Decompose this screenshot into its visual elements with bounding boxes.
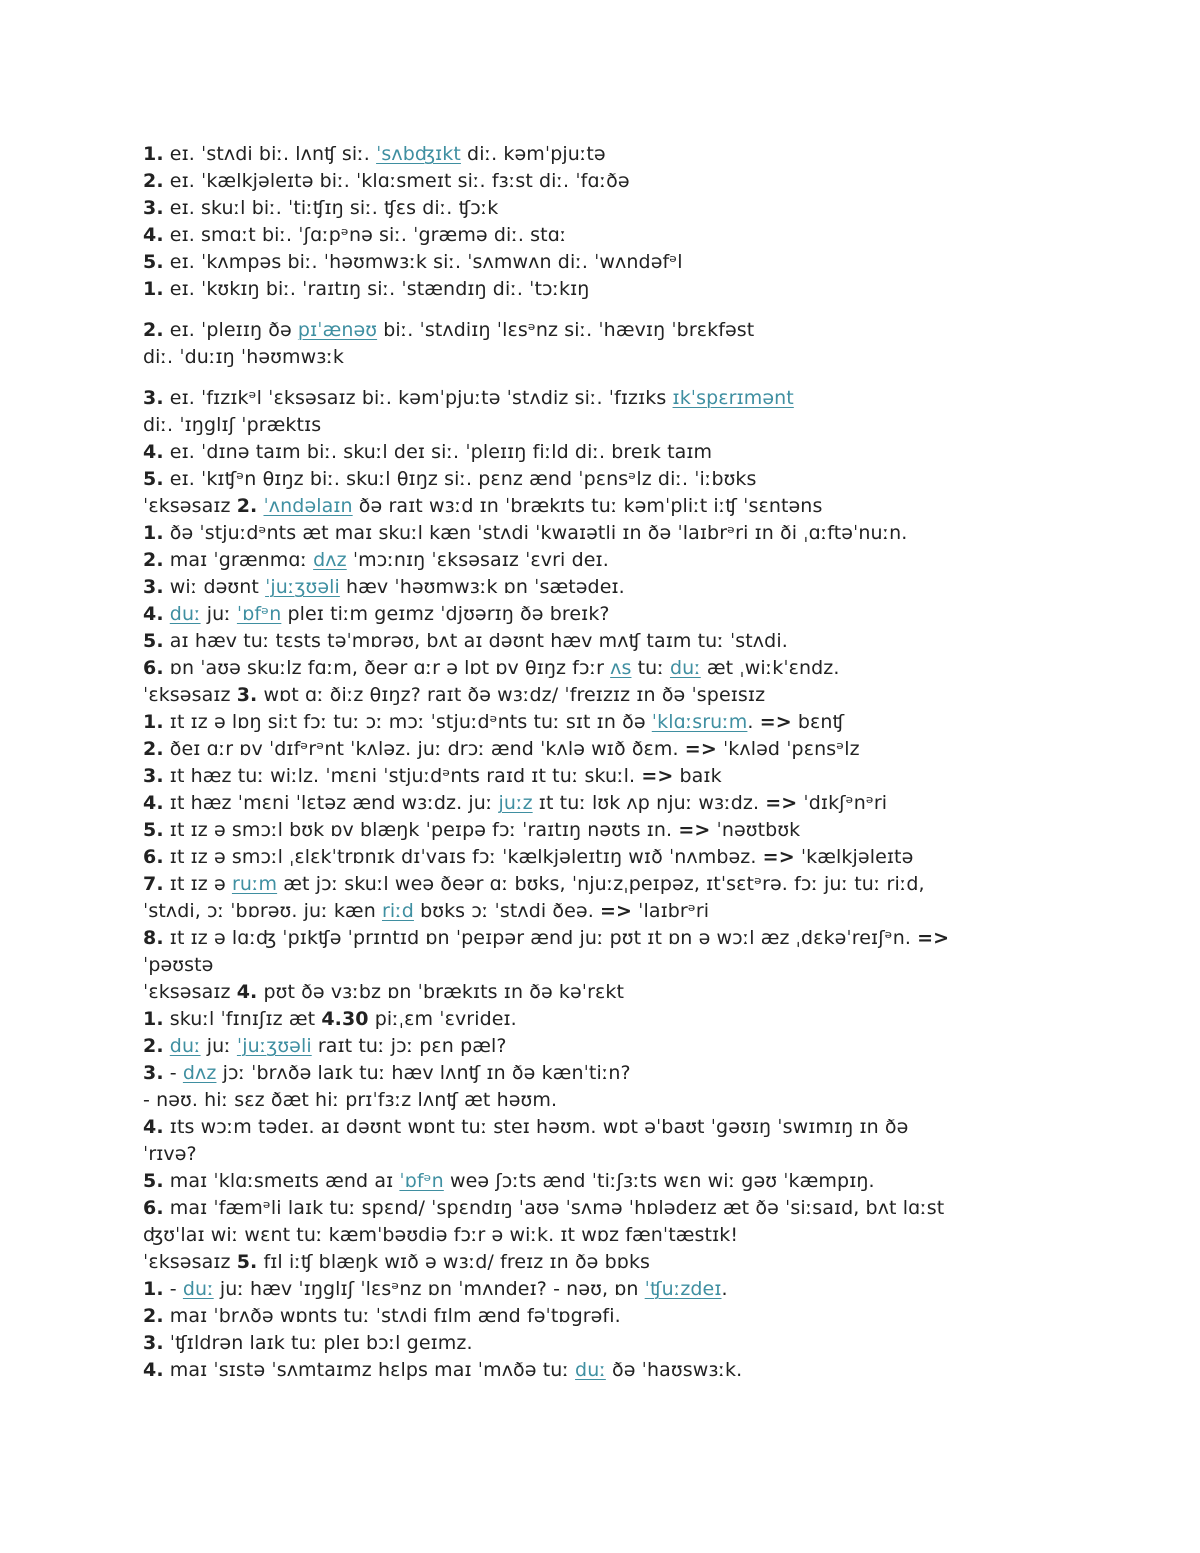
paragraph-spacer <box>143 303 1143 317</box>
text-line <box>143 682 1143 709</box>
underlined-link[interactable]: juːz <box>498 792 533 814</box>
text-line <box>143 1357 1143 1384</box>
text-line <box>143 709 1143 736</box>
text-segment: aɪ hæv tuː tɛsts təˈmɒrəʊ, bʌt aɪ dəʊnt hæv mʌʧ taɪm tuː ˈstʌdi. <box>163 630 788 652</box>
text-segment: ɪt hæz tuː wiːlz. ˈmɛni ˈstjuːdᵊnts raɪd ɪt tuː skuːl. <box>163 765 642 787</box>
bold-marker: 1. <box>143 143 164 165</box>
bold-marker: 1. <box>143 1278 164 1300</box>
bold-marker: => <box>599 900 633 922</box>
text-segment: eɪ. ˈfɪzɪkᵊl ˈɛksəsaɪz biː. kəmˈpjuːtə ˈstʌdiz siː. ˈfɪzɪks <box>163 387 673 409</box>
text-segment: biː. ˈstʌdiɪŋ ˈlɛsᵊnz siː. ˈhævɪŋ ˈbrɛkfəst <box>377 319 755 341</box>
text-line <box>143 979 1143 1006</box>
text-line <box>143 1114 1143 1141</box>
text-line <box>143 466 1143 493</box>
bold-marker: 4. <box>143 224 164 246</box>
text-line <box>143 1141 1143 1168</box>
text-segment: maɪ ˈgrænmɑː <box>163 549 314 571</box>
text-segment: bɛnʧ <box>791 711 845 733</box>
text-segment: baɪk <box>673 765 722 787</box>
bold-marker: 5. <box>143 468 164 490</box>
text-segment: ˈkælkjəleɪtə <box>794 846 914 868</box>
bold-marker: 6. <box>143 846 164 868</box>
bold-marker: => <box>759 711 792 733</box>
bold-marker: 4. <box>143 603 164 625</box>
bold-marker: 1. <box>143 522 164 544</box>
text-segment: ˈlaɪbrᵊri <box>632 900 710 922</box>
underlined-link[interactable]: pɪˈænəʊ <box>297 319 378 341</box>
text-segment: - <box>163 1278 183 1300</box>
text-segment: ˈʧɪldrən laɪk tuː pleɪ bɔːl geɪmz. <box>163 1332 473 1354</box>
text-segment: eɪ. smɑːt biː. ˈʃɑːpᵊnə siː. ˈgræmə diː. stɑː <box>163 224 567 246</box>
text-line <box>143 925 1143 952</box>
text-segment: maɪ ˈklɑːsmeɪts ænd aɪ <box>163 1170 400 1192</box>
text-segment: hæv ˈhəʊmwɜːk ɒn ˈsætədeɪ. <box>339 576 625 598</box>
text-line <box>143 1087 1143 1114</box>
text-segment: weə ʃɔːts ænd ˈtiːʃɜːts wɛn wiː gəʊ ˈkæmpɪŋ. <box>443 1170 875 1192</box>
text-line <box>143 763 1143 790</box>
underlined-link[interactable]: ˈklɑːsruːm <box>651 711 748 733</box>
text-segment: . <box>721 1278 728 1300</box>
text-segment: juː hæv ˈɪŋglɪʃ ˈlɛsᵊnz ɒn ˈmʌndeɪ? - nəʊ, ɒn <box>213 1278 645 1300</box>
bold-marker: 2. <box>143 1305 164 1327</box>
text-line <box>143 628 1143 655</box>
text-segment: piːˌɛm ˈɛvrideɪ. <box>368 1008 517 1030</box>
bold-marker: 8. <box>143 927 164 949</box>
text-line <box>143 141 1143 168</box>
bold-marker: 5. <box>143 630 164 652</box>
bold-marker: 2. <box>143 319 164 341</box>
text-segment: eɪ. ˈkɪʧᵊn θɪŋz biː. skuːl θɪŋz siː. pɛnz ænd ˈpɛnsᵊlz diː. ˈiːbʊks <box>163 468 757 490</box>
text-line <box>143 385 1143 412</box>
bold-marker: 2. <box>143 738 164 760</box>
text-line <box>143 1033 1143 1060</box>
bold-marker: 3. <box>143 1062 164 1084</box>
bold-marker: 4. <box>236 981 258 1003</box>
text-segment: ˈɛksəsaɪz <box>143 495 237 517</box>
bold-marker: 1. <box>143 278 164 300</box>
bold-marker: 3. <box>143 387 164 409</box>
underlined-link[interactable]: duː <box>169 603 201 625</box>
bold-marker: 5. <box>236 1251 258 1273</box>
text-line <box>143 574 1143 601</box>
bold-marker: 3. <box>143 197 164 219</box>
document-body <box>143 141 1143 1384</box>
text-segment: ðə ˈstjuːdᵊnts æt maɪ skuːl kæn ˈstʌdi ˈkwaɪətli ɪn ðə ˈlaɪbrᵊri ɪn ði ˌɑːftəˈnuːn. <box>163 522 908 544</box>
text-segment: jɔː ˈbrʌðə laɪk tuː hæv lʌnʧ ɪn ðə kænˈtiːn? <box>216 1062 631 1084</box>
text-segment: ˈkʌləd ˈpɛnsᵊlz <box>716 738 860 760</box>
underlined-link[interactable]: ˈjuːʒʊəli <box>236 1035 312 1057</box>
bold-marker: => <box>765 792 798 814</box>
underlined-link[interactable]: ˈʌndəlaɪn <box>263 495 353 517</box>
bold-marker: => <box>684 738 717 760</box>
text-line <box>143 790 1143 817</box>
bold-marker: 3. <box>143 576 164 598</box>
bold-marker: 5. <box>143 251 164 273</box>
text-line <box>143 249 1143 276</box>
text-line <box>143 1195 1143 1222</box>
text-segment: ðeɪ ɑːr ɒv ˈdɪfᵊrᵊnt ˈkʌləz. juː drɔː ænd ˈkʌlə wɪð ðɛm. <box>163 738 685 760</box>
text-segment: æt jɔː skuːl weə ðeər ɑː bʊks, ˈnjuːzˌpeɪpəz, ɪtˈsɛtᵊrə. fɔː juː tuː riːd, <box>277 873 925 895</box>
bold-marker: 2. <box>143 170 164 192</box>
bold-marker: 3. <box>143 765 164 787</box>
bold-marker: => <box>641 765 674 787</box>
bold-marker: 3. <box>236 684 258 706</box>
bold-marker: 4. <box>143 792 164 814</box>
text-line <box>143 547 1143 574</box>
text-segment: pʊt ðə vɜːbz ɒn ˈbrækɪts ɪn ðə kəˈrɛkt <box>257 981 625 1003</box>
underlined-link[interactable]: ˈʧuːzdeɪ <box>644 1278 722 1300</box>
text-line <box>143 1060 1143 1087</box>
text-segment: . <box>747 711 760 733</box>
text-segment: wɒt ɑː ðiːz θɪŋz? raɪt ðə wɜːdz/ ˈfreɪzɪz ɪn ðə ˈspeɪsɪz <box>257 684 766 706</box>
underlined-link[interactable]: ruːm <box>231 873 278 895</box>
text-line <box>143 1330 1143 1357</box>
bold-marker: 6. <box>143 1197 164 1219</box>
text-segment: diː. ˈɪŋglɪʃ ˈpræktɪs <box>143 414 322 436</box>
text-segment: eɪ. ˈdɪnə taɪm biː. skuːl deɪ siː. ˈpleɪɪŋ fiːld diː. breɪk taɪm <box>163 441 713 463</box>
text-segment: ˈɛksəsaɪz <box>143 1251 237 1273</box>
text-line <box>143 1303 1143 1330</box>
text-segment: ɪt ɪz ə smɔːl ˌɛlɛkˈtrɒnɪk dɪˈvaɪs fɔː ˈkælkjəleɪtɪŋ wɪð ˈnʌmbəz. <box>163 846 763 868</box>
text-segment: ˈdɪkʃᵊnᵊri <box>797 792 888 814</box>
text-line <box>143 195 1143 222</box>
text-segment: wiː dəʊnt <box>163 576 266 598</box>
text-line <box>143 222 1143 249</box>
text-segment: bʊks ɔː ˈstʌdi ðeə. <box>413 900 600 922</box>
text-segment: eɪ. ˈkælkjəleɪtə biː. ˈklɑːsmeɪt siː. fɜːst diː. ˈfɑːðə <box>163 170 630 192</box>
text-segment: ɪt hæz ˈmɛni ˈlɛtəz ænd wɜːdz. juː <box>163 792 499 814</box>
text-segment: maɪ ˈsɪstə ˈsʌmtaɪmz hɛlps maɪ ˈmʌðə tuː <box>163 1359 576 1381</box>
underlined-link[interactable]: ˈjuːʒʊəli <box>265 576 340 598</box>
text-segment: ˈrɪvə? <box>143 1143 197 1165</box>
underlined-link[interactable]: ˈsʌbʤɪkt <box>376 143 461 165</box>
text-line <box>143 168 1143 195</box>
text-line <box>143 736 1143 763</box>
underlined-link[interactable]: duː <box>575 1359 606 1381</box>
text-line <box>143 493 1143 520</box>
text-segment: ɪt ɪz ə <box>163 873 232 895</box>
text-segment: ˈnəʊtbʊk <box>710 819 801 841</box>
text-segment: tuː <box>631 657 670 679</box>
underlined-link[interactable]: riːd <box>381 900 414 922</box>
text-line <box>143 520 1143 547</box>
text-segment: eɪ. skuːl biː. ˈtiːʧɪŋ siː. ʧɛs diː. ʧɔːk <box>163 197 499 219</box>
text-segment: ʤʊˈlaɪ wiː wɛnt tuː kæmˈbəʊdiə fɔːr ə wiːk. ɪt wɒz fænˈtæstɪk! <box>143 1224 739 1246</box>
text-segment: raɪt tuː jɔː pɛn pæl? <box>311 1035 507 1057</box>
underlined-link[interactable]: duː <box>169 1035 201 1057</box>
text-segment: maɪ ˈbrʌðə wɒnts tuː ˈstʌdi fɪlm ænd fəˈtɒgrəfi. <box>163 1305 621 1327</box>
underlined-link[interactable]: ɪkˈspɛrɪmənt <box>672 387 794 409</box>
bold-marker: 1. <box>143 1008 164 1030</box>
text-line <box>143 439 1143 466</box>
text-line <box>143 952 1143 979</box>
underlined-link[interactable]: ˈɒfᵊn <box>399 1170 444 1192</box>
text-line <box>143 317 1143 344</box>
bold-marker: 5. <box>143 1170 164 1192</box>
text-segment: eɪ. ˈpleɪɪŋ ðə <box>163 319 298 341</box>
underlined-link[interactable]: dʌz <box>182 1062 217 1084</box>
bold-marker: 2. <box>143 549 164 571</box>
bold-marker: 4.30 <box>321 1008 369 1030</box>
underlined-link[interactable]: duː <box>182 1278 214 1300</box>
text-segment: juː <box>200 603 237 625</box>
bold-marker: 3. <box>143 1332 164 1354</box>
text-segment: eɪ. ˈkʌmpəs biː. ˈhəʊmwɜːk siː. ˈsʌmwʌn diː. ˈwʌndəfᵊl <box>163 251 683 273</box>
text-segment: æt ˌwiːkˈɛndz. <box>700 657 840 679</box>
text-line <box>143 276 1143 303</box>
text-line <box>143 1222 1143 1249</box>
text-segment: maɪ ˈfæmᵊli laɪk tuː spɛnd/ ˈspɛndɪŋ ˈaʊə ˈsʌmə ˈhɒlədeɪz æt ðə ˈsiːsaɪd, bʌt lɑːst <box>163 1197 945 1219</box>
text-segment: ɪts wɔːm tədeɪ. aɪ dəʊnt wɒnt tuː steɪ həʊm. wɒt əˈbaʊt ˈgəʊɪŋ ˈswɪmɪŋ ɪn ðə <box>163 1116 909 1138</box>
bold-marker: 4. <box>143 441 164 463</box>
text-line <box>143 412 1143 439</box>
text-segment: diː. kəmˈpjuːtə <box>460 143 606 165</box>
text-segment: ˈɛksəsaɪz <box>143 981 237 1003</box>
text-segment: ˈmɔːnɪŋ ˈɛksəsaɪz ˈɛvri deɪ. <box>346 549 609 571</box>
text-segment: ɪt ɪz ə lɑːʤ ˈpɪkʧə ˈprɪntɪd ɒn ˈpeɪpər ænd juː pʊt ɪt ɒn ə wɔːl æz ˌdɛkəˈreɪʃᵊn. <box>163 927 918 949</box>
text-segment: fɪl iːʧ blæŋk wɪð ə wɜːd/ freɪz ɪn ðə bɒks <box>257 1251 651 1273</box>
text-segment: pleɪ tiːm geɪmz ˈdjʊərɪŋ ðə breɪk? <box>281 603 610 625</box>
text-segment: ɪt ɪz ə smɔːl bʊk ɒv blæŋk ˈpeɪpə fɔː ˈraɪtɪŋ nəʊts ɪn. <box>163 819 679 841</box>
text-segment: ˈpəʊstə <box>143 954 214 976</box>
text-segment: ðə ˈhaʊswɜːk. <box>605 1359 743 1381</box>
text-line <box>143 844 1143 871</box>
text-line <box>143 655 1143 682</box>
text-segment: - nəʊ. hiː sɛz ðæt hiː prɪˈfɜːz lʌnʧ æt həʊm. <box>143 1089 558 1111</box>
text-segment: juː <box>200 1035 237 1057</box>
bold-marker: 5. <box>143 819 164 841</box>
bold-marker: 6. <box>143 657 164 679</box>
text-line <box>143 1006 1143 1033</box>
text-segment: skuːl ˈfɪnɪʃɪz æt <box>163 1008 322 1030</box>
underlined-link[interactable]: dʌz <box>313 549 347 571</box>
bold-marker: 2. <box>236 495 258 517</box>
text-segment: ðə raɪt wɜːd ɪn ˈbrækɪts tuː kəmˈpliːt iːʧ ˈsɛntəns <box>352 495 823 517</box>
text-line <box>143 817 1143 844</box>
text-line <box>143 898 1143 925</box>
text-segment: ɪt ɪz ə lɒŋ siːt fɔː tuː ɔː mɔː ˈstjuːdᵊnts tuː sɪt ɪn ðə <box>163 711 652 733</box>
text-segment: eɪ. ˈkʊkɪŋ biː. ˈraɪtɪŋ siː. ˈstændɪŋ diː. ˈtɔːkɪŋ <box>163 278 590 300</box>
text-segment: ɒn ˈaʊə skuːlz fɑːm, ðeər ɑːr ə lɒt ɒv θɪŋz fɔːr <box>163 657 611 679</box>
text-line <box>143 1249 1143 1276</box>
bold-marker: => <box>762 846 795 868</box>
bold-marker: => <box>678 819 711 841</box>
bold-marker: 4. <box>143 1116 164 1138</box>
text-segment: ˈstʌdi, ɔː ˈbɒrəʊ. juː kæn <box>143 900 382 922</box>
text-segment: - <box>163 1062 183 1084</box>
text-line <box>143 344 1143 371</box>
underlined-link[interactable]: ʌs <box>610 657 632 679</box>
text-segment: ɪt tuː lʊk ʌp njuː wɜːdz. <box>532 792 766 814</box>
text-line <box>143 871 1143 898</box>
text-segment: eɪ. ˈstʌdi biː. lʌnʧ siː. <box>163 143 377 165</box>
text-segment: ˈɛksəsaɪz <box>143 684 237 706</box>
bold-marker: 2. <box>143 1035 164 1057</box>
paragraph-spacer <box>143 371 1143 385</box>
bold-marker: 7. <box>143 873 164 895</box>
text-line <box>143 601 1143 628</box>
text-line <box>143 1168 1143 1195</box>
text-line <box>143 1276 1143 1303</box>
underlined-link[interactable]: duː <box>669 657 701 679</box>
text-segment: diː. ˈduːɪŋ ˈhəʊmwɜːk <box>143 346 345 368</box>
bold-marker: 4. <box>143 1359 164 1381</box>
bold-marker: 1. <box>143 711 164 733</box>
underlined-link[interactable]: ˈɒfᵊn <box>236 603 282 625</box>
bold-marker: => <box>917 927 950 949</box>
